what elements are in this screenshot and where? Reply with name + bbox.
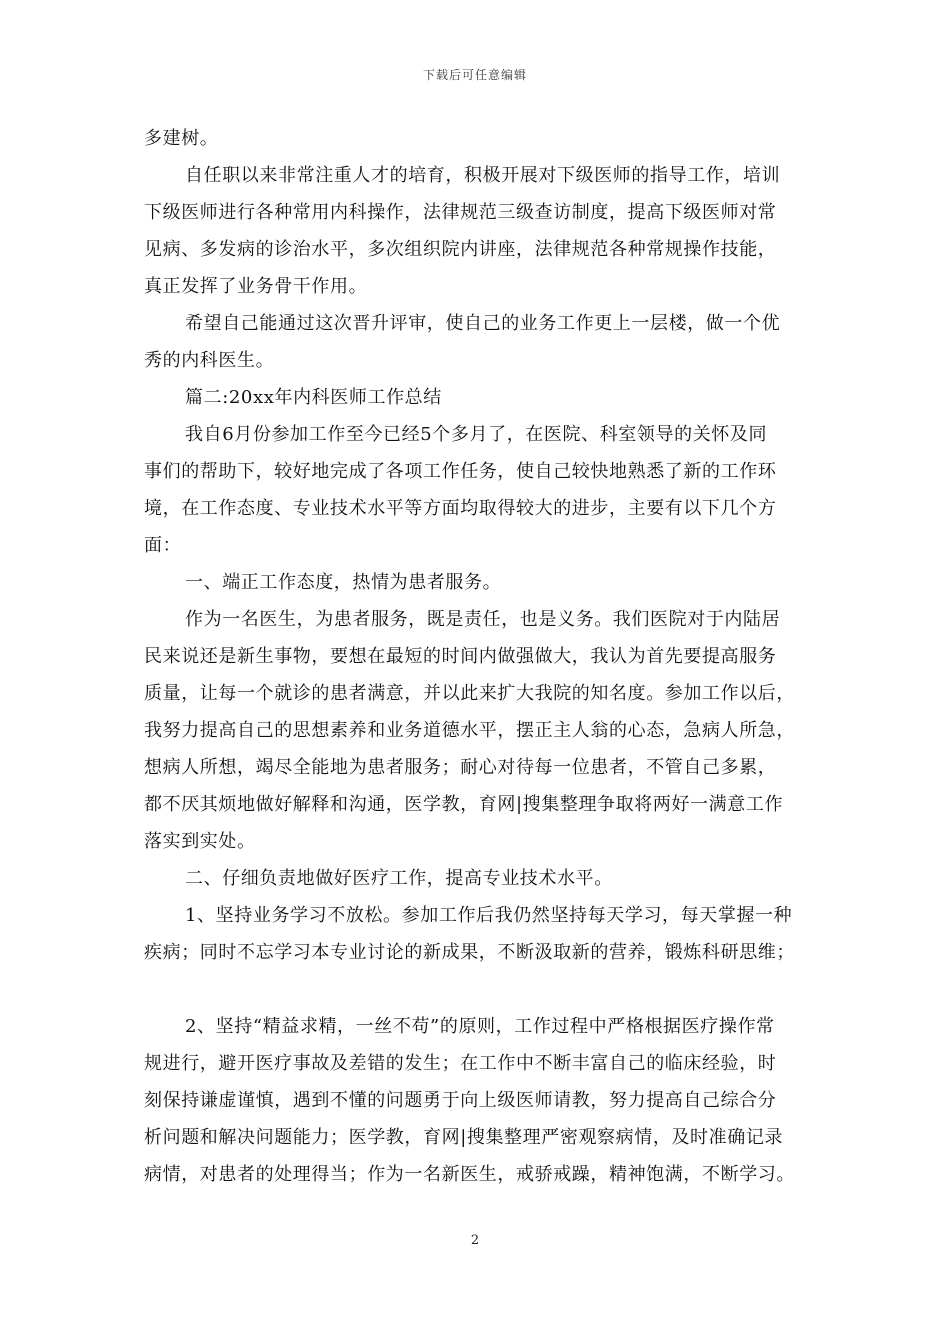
text-line: 析问题和解决问题能力；医学教，育网|搜集整理严密观察病情，及时准确记录 <box>144 1127 784 1148</box>
text-line: 事们的帮助下，较好地完成了各项工作任务，使自己较快地熟悉了新的工作环 <box>144 461 777 482</box>
document-body <box>144 120 824 1193</box>
paragraph-start: 1、坚持业务学习不放松。参加工作后我仍然坚持每天学习，每天掌握一种 <box>185 905 793 926</box>
text-line: 病情，对患者的处理得当；作为一名新医生，戒骄戒躁，精神饱满，不断学习。 <box>144 1164 795 1185</box>
heading-line: 一、端正工作态度，热情为患者服务。 <box>185 572 502 593</box>
text-line: 落实到实处。 <box>144 831 256 852</box>
text-line: 多建树。 <box>144 128 219 149</box>
paragraph-gap <box>144 971 824 1008</box>
paragraph-start: 2、坚持“精益求精，一丝不苟”的原则，工作过程中严格根据医疗操作常 <box>185 1016 775 1037</box>
text-line: 境，在工作态度、专业技术水平等方面均取得较大的进步，主要有以下几个方 <box>144 498 777 519</box>
section-title: 篇二:20xx年内科医师工作总结 <box>185 387 442 408</box>
paragraph-start: 希望自己能通过这次晋升评审，使自己的业务工作更上一层楼，做一个优 <box>185 313 781 334</box>
text-line: 真正发挥了业务骨干作用。 <box>144 276 368 297</box>
text-line: 想病人所想，竭尽全能地为患者服务；耐心对待每一位患者，不管自己多累， <box>144 757 777 778</box>
text-line: 见病、多发病的诊治水平，多次组织院内讲座，法律规范各种常规操作技能， <box>144 239 777 260</box>
text-line: 质量，让每一个就诊的患者满意，并以此来扩大我院的知名度。参加工作以后， <box>144 683 795 704</box>
page-header: 下载后可任意编辑 <box>422 68 527 82</box>
text-line: 刻保持谦虚谨慎，遇到不懂的问题勇于向上级医师请教，努力提高自己综合分 <box>144 1090 777 1111</box>
text-line: 我努力提高自己的思想素养和业务道德水平，摆正主人翁的心态，急病人所急， <box>144 720 795 741</box>
text-line: 下级医师进行各种常用内科操作，法律规范三级查访制度，提高下级医师对常 <box>144 202 777 223</box>
paragraph-start: 我自6月份参加工作至今已经5个多月了，在医院、科室领导的关怀及同 <box>185 424 768 445</box>
page-number: 2 <box>470 1233 480 1248</box>
text-line: 都不厌其烦地做好解释和沟通，医学教，育网|搜集整理争取将两好一满意工作 <box>144 794 784 815</box>
text-line: 秀的内科医生。 <box>144 350 275 371</box>
text-line: 面： <box>144 535 182 556</box>
paragraph-start: 自任职以来非常注重人才的培育，积极开展对下级医师的指导工作，培训 <box>185 165 781 186</box>
heading-line: 二、仔细负责地做好医疗工作，提高专业技术水平。 <box>185 868 613 889</box>
text-line: 疾病；同时不忘学习本专业讨论的新成果，不断汲取新的营养，锻炼科研思维； <box>144 942 795 963</box>
paragraph-start: 作为一名医生，为患者服务，既是责任，也是义务。我们医院对于内陆居 <box>185 609 781 630</box>
text-line: 规进行，避开医疗事故及差错的发生；在工作中不断丰富自己的临床经验，时 <box>144 1053 777 1074</box>
text-line: 民来说还是新生事物，要想在最短的时间内做强做大，我认为首先要提高服务 <box>144 646 777 667</box>
